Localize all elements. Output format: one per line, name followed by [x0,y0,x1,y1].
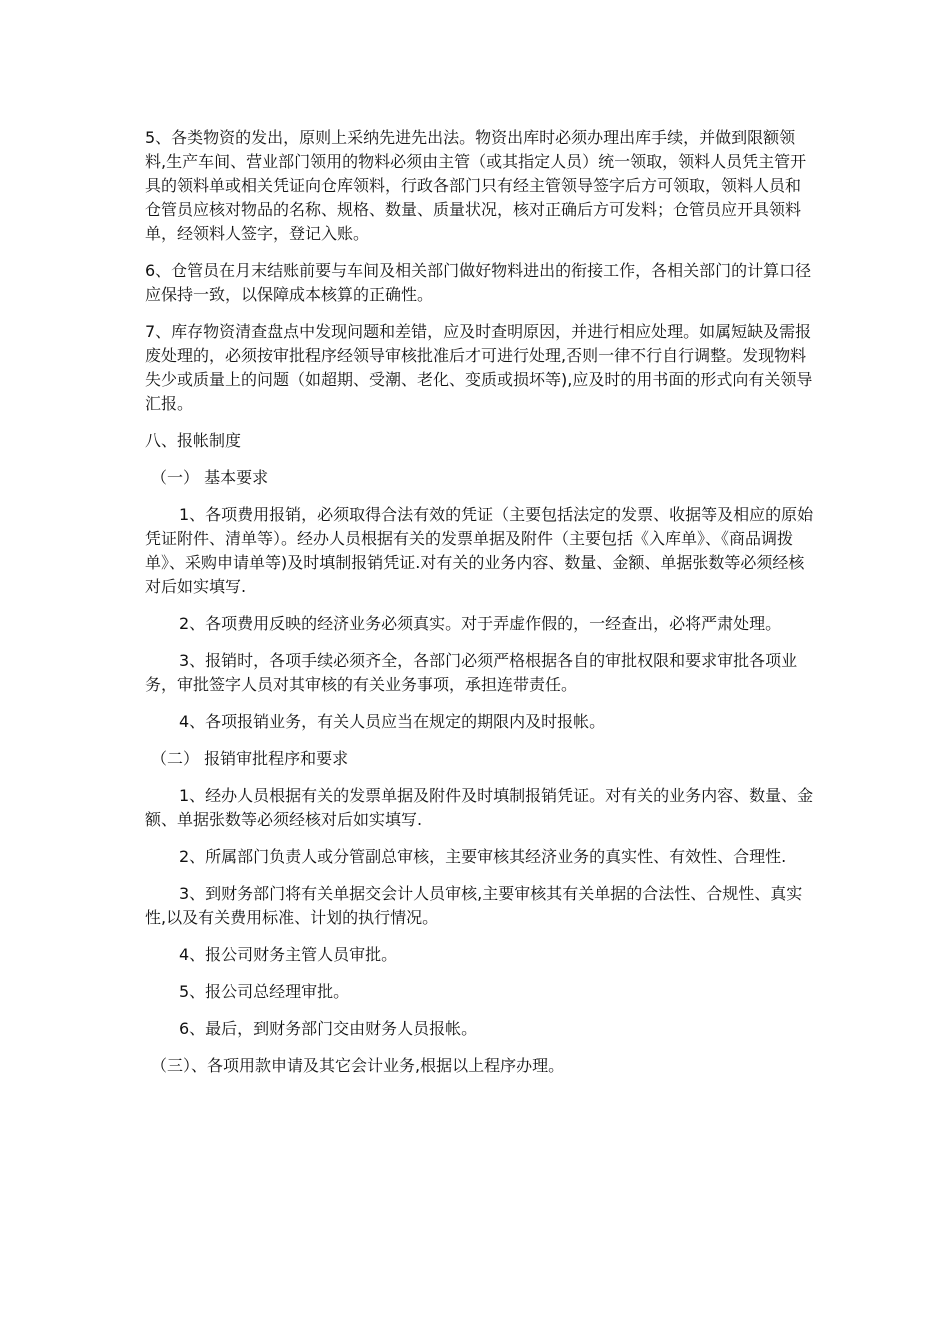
paragraph-item-6: 6、仓管员在月末结账前要与车间及相关部门做好物料进出的衔接工作，各相关部门的计算口径应保持一致，以保障成本核算的正确性。 [145,261,812,304]
requirement-item-4: 4、各项报销业务，有关人员应当在规定的期限内及时报帐。 [179,712,606,731]
document-body [145,126,815,1091]
paragraph-item-7: 7、库存物资清查盘点中发现问题和差错，应及时查明原因，并进行相应处理。如属短缺及需报废处理的，必须按审批程序经领导审核批准后才可进行处理,否则一律不行自行调整。发现物料失少或质量上的问题（如超期、受潮、老化、变质或损坏等),应及时的用书面的形式向有关领导汇报。 [145,322,813,413]
procedure-item-3: 3、到财务部门将有关单据交会计人员审核,主要审核其有关单据的合法性、合规性、真实性,以及有关费用标准、计划的执行情况。 [145,884,803,927]
procedure-item-2: 2、所属部门负责人或分管副总审核，主要审核其经济业务的真实性、有效性、合理性. [179,847,787,866]
subsection-heading-1: （一） 基本要求 [151,468,269,487]
subsection-heading-2: （二） 报销审批程序和要求 [151,749,349,768]
requirement-item-3: 3、报销时，各项手续必须齐全，各部门必须严格根据各自的审批权限和要求审批各项业务，审批签字人员对其审核的有关业务事项，承担连带责任。 [145,651,798,694]
requirement-item-2: 2、各项费用反映的经济业务必须真实。对于弄虚作假的，一经查出，必将严肃处理。 [179,614,782,633]
section-heading-8: 八、报帐制度 [145,431,242,450]
requirement-item-1: 1、各项费用报销，必须取得合法有效的凭证（主要包括法定的发票、收据等及相应的原始凭证附件、清单等）。经办人员根据有关的发票单据及附件（主要包括《入库单》、《商品调拨单》、采购申请单等)及时填制报销凭证.对有关的业务内容、数量、金额、单据张数等必须经核对后如实填写. [145,505,814,596]
procedure-item-6: 6、最后，到财务部门交由财务人员报帐。 [179,1019,478,1038]
procedure-item-1: 1、经办人员根据有关的发票单据及附件及时填制报销凭证。对有关的业务内容、数量、金额、单据张数等必须经核对后如实填写. [145,786,814,829]
paragraph-item-5: 5、各类物资的发出，原则上采纳先进先出法。物资出库时必须办理出库手续，并做到限额领料,生产车间、营业部门领用的物料必须由主管（或其指定人员）统一领取，领料人员凭主管开具的领料单或相关凭证向仓库领料，行政各部门只有经主管领导签字后方可领取，领料人员和仓管员应核对物品的名称、规格、数量、质量状况，核对正确后方可发料；仓管员应开具领料单，经领料人签字，登记入账。 [145,128,807,243]
procedure-item-4: 4、报公司财务主管人员审批。 [179,945,398,964]
procedure-item-5: 5、报公司总经理审批。 [179,982,350,1001]
subsection-heading-3: （三）、各项用款申请及其它会计业务,根据以上程序办理。 [151,1056,565,1075]
